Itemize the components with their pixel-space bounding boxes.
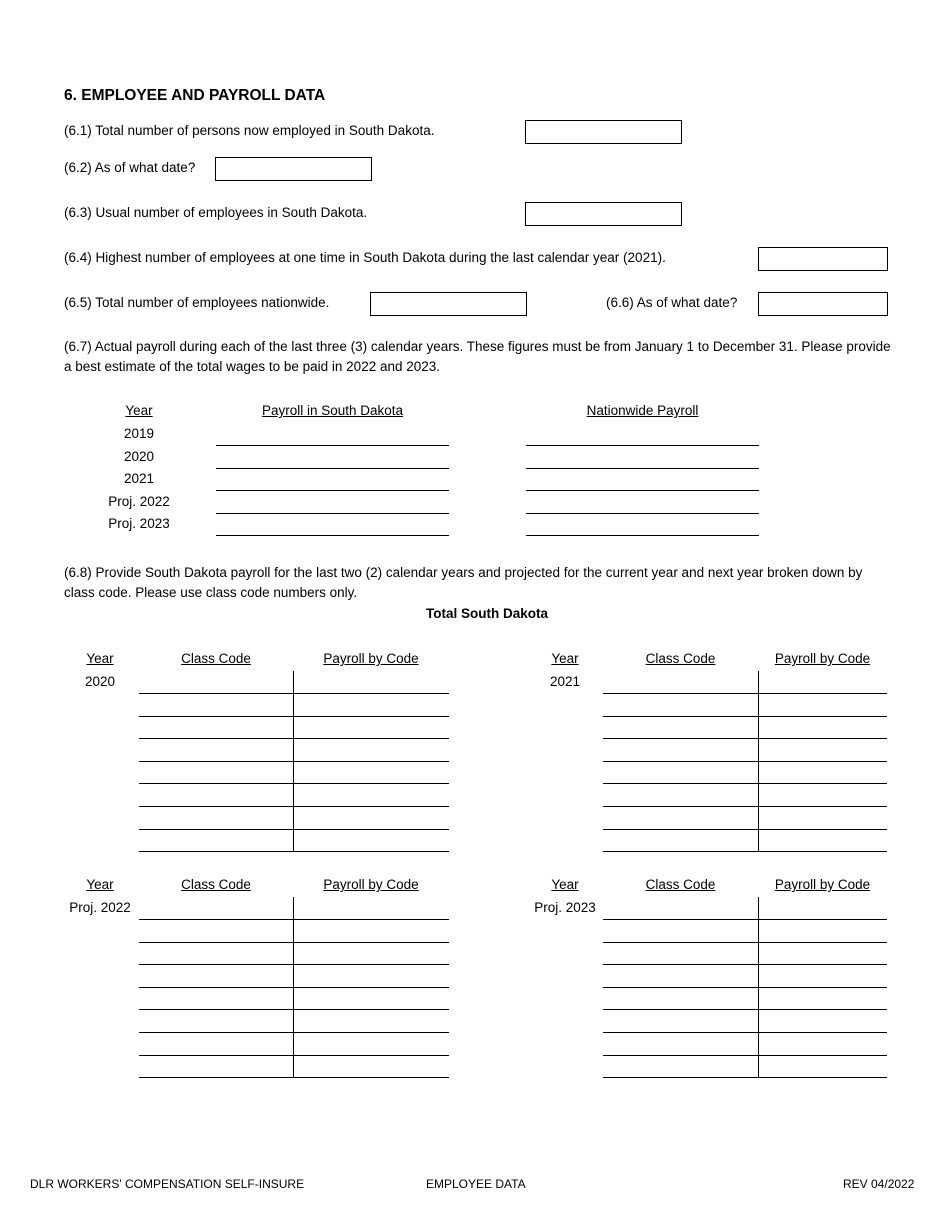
- payroll-year-label: 2020: [123, 448, 155, 464]
- class-table-row[interactable]: [139, 806, 449, 807]
- class-table-row[interactable]: [603, 964, 887, 965]
- class-table-row[interactable]: [603, 1077, 887, 1078]
- class-table-row[interactable]: [603, 942, 887, 943]
- class-table-col-payroll: Payroll by Code: [774, 651, 871, 666]
- class-table-row[interactable]: [139, 761, 449, 762]
- class-table-col-payroll: Payroll by Code: [323, 651, 419, 666]
- sd-payroll-field[interactable]: [216, 535, 449, 536]
- q63-label: (6.3) Usual number of employees in South Dakota.: [64, 205, 368, 220]
- class-table-row[interactable]: [139, 987, 449, 988]
- class-table-year-label: 2020: [84, 674, 116, 689]
- footer-right: REV 04/2022: [843, 1177, 915, 1191]
- class-table-row[interactable]: [139, 783, 449, 784]
- class-table-row[interactable]: [603, 851, 887, 852]
- sd-payroll-field[interactable]: [216, 513, 449, 514]
- payroll-col-year: Year: [125, 403, 153, 418]
- class-table-row[interactable]: [139, 738, 449, 739]
- total-sd-heading: Total South Dakota: [425, 606, 548, 621]
- q66-label: (6.6) As of what date?: [606, 295, 738, 310]
- class-table-row[interactable]: [603, 716, 887, 717]
- class-table-row[interactable]: [139, 942, 449, 943]
- class-table-row[interactable]: [139, 964, 449, 965]
- class-table-row[interactable]: [603, 693, 887, 694]
- class-table-row[interactable]: [139, 919, 449, 920]
- class-table-row[interactable]: [603, 1032, 887, 1033]
- nationwide-payroll-field[interactable]: [526, 468, 759, 469]
- class-table-col-payroll: Payroll by Code: [774, 877, 871, 892]
- class-table-row[interactable]: [603, 761, 887, 762]
- nationwide-payroll-field[interactable]: [526, 535, 759, 536]
- class-table-col-year: Year: [551, 651, 579, 666]
- payroll-col-sd: Payroll in South Dakota: [261, 403, 404, 418]
- class-table-row[interactable]: [603, 987, 887, 988]
- class-table-year-label: Proj. 2023: [534, 900, 596, 915]
- footer-center: EMPLOYEE DATA: [426, 1177, 526, 1191]
- q61-input[interactable]: [525, 120, 682, 144]
- class-table-row[interactable]: [603, 919, 887, 920]
- class-table-year-label: 2021: [549, 674, 581, 689]
- q65-input[interactable]: [370, 292, 527, 316]
- class-table-row[interactable]: [139, 1055, 449, 1056]
- q67-text: (6.7) Actual payroll during each of the last three (3) calendar years. These figures must be from January 1 to December 31. Please provide a best estimate of the total wages to be paid in 2022 and 2023.: [64, 339, 891, 374]
- class-table-row[interactable]: [139, 716, 449, 717]
- class-table-col-year: Year: [551, 877, 579, 892]
- q68-text: (6.8) Provide South Dakota payroll for the last two (2) calendar years and projected for the current year and next year broken down by class code. Please use class code numbers only.: [64, 565, 863, 600]
- class-table-row[interactable]: [603, 1009, 887, 1010]
- class-table-year-label: Proj. 2022: [69, 900, 131, 915]
- class-table-row[interactable]: [139, 851, 449, 852]
- section-title: 6. EMPLOYEE AND PAYROLL DATA: [64, 87, 326, 104]
- class-table-row[interactable]: [603, 738, 887, 739]
- payroll-year-label: Proj. 2023: [108, 516, 170, 532]
- class-table-row[interactable]: [139, 829, 449, 830]
- class-table-row[interactable]: [139, 693, 449, 694]
- q64-input[interactable]: [758, 247, 888, 271]
- q65-label: (6.5) Total number of employees nationwide.: [64, 295, 330, 310]
- q61-label: (6.1) Total number of persons now employed in South Dakota.: [64, 123, 435, 138]
- nationwide-payroll-field[interactable]: [526, 445, 759, 446]
- class-table-col-class: Class Code: [645, 877, 716, 892]
- sd-payroll-field[interactable]: [216, 490, 449, 491]
- class-table-row[interactable]: [603, 1055, 887, 1056]
- class-table-row[interactable]: [603, 783, 887, 784]
- q63-input[interactable]: [525, 202, 682, 226]
- nationwide-payroll-field[interactable]: [526, 490, 759, 491]
- payroll-year-label: 2019: [123, 426, 155, 441]
- payroll-col-nation: Nationwide Payroll: [586, 403, 699, 418]
- q62-input[interactable]: [215, 157, 372, 181]
- class-table-col-class: Class Code: [645, 651, 716, 666]
- q62-label: (6.2) As of what date?: [64, 160, 196, 175]
- sd-payroll-field[interactable]: [216, 468, 449, 469]
- q66-input[interactable]: [758, 292, 888, 316]
- class-table-col-payroll: Payroll by Code: [323, 877, 419, 892]
- class-table-col-year: Year: [86, 651, 114, 666]
- class-table-row[interactable]: [139, 1009, 449, 1010]
- nationwide-payroll-field[interactable]: [526, 513, 759, 514]
- class-table-row[interactable]: [603, 806, 887, 807]
- sd-payroll-field[interactable]: [216, 445, 449, 446]
- q64-label: (6.4) Highest number of employees at one time in South Dakota during the last calendar year (2021).: [64, 250, 666, 265]
- class-table-col-class: Class Code: [181, 877, 251, 892]
- class-table-col-year: Year: [86, 877, 114, 892]
- class-table-row[interactable]: [139, 1077, 449, 1078]
- class-table-row[interactable]: [603, 829, 887, 830]
- class-table-row[interactable]: [139, 1032, 449, 1033]
- class-table-col-class: Class Code: [181, 651, 251, 666]
- payroll-year-label: Proj. 2022: [108, 493, 170, 509]
- payroll-year-label: 2021: [123, 471, 155, 487]
- footer-left: DLR WORKERS' COMPENSATION SELF-INSURE: [30, 1177, 305, 1191]
